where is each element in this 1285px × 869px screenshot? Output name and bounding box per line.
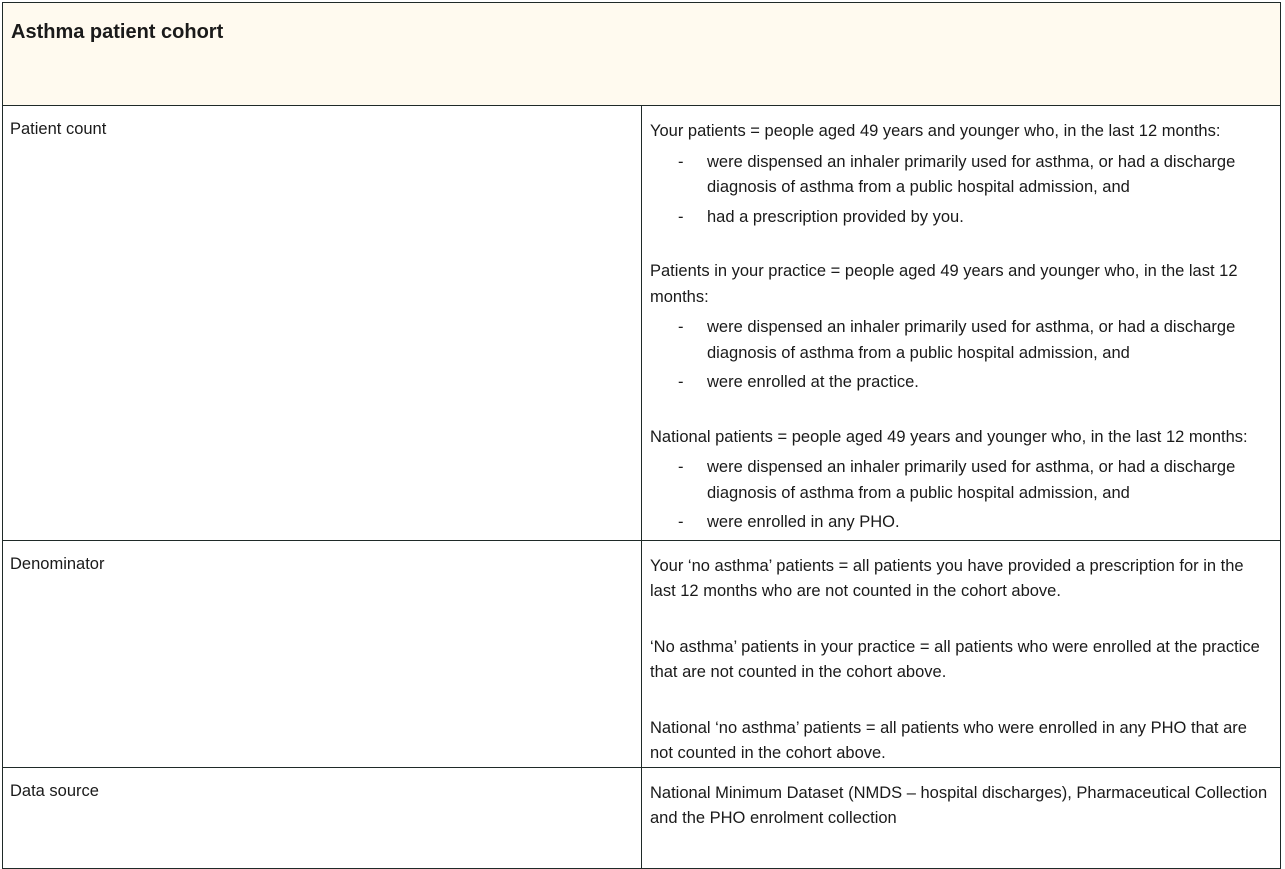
bullet-dash: - [678,152,684,171]
national-patients-bullets [650,455,1270,536]
table-row-data-source [3,767,1281,868]
your-patients-bullets [650,150,1270,231]
bullet-dash: - [678,318,684,336]
denominator-content [642,540,1281,767]
patient-count-content [642,106,1281,541]
denominator-paragraph: ‘No asthma’ patients in your practice = all patients who were enrolled at the practice that are not counted in the cohort above. [650,637,1260,681]
bullet-text: were dispensed an inhaler primarily used for asthma, or had a discharge diagnosis of asthma from a public hospital admission, and [707,458,1236,502]
practice-patients-block [650,259,1270,396]
asthma-cohort-table [2,2,1281,869]
list-item [650,370,1270,396]
list-item [650,315,1270,366]
practice-patients-intro: Patients in your practice = people aged 49 years and younger who, in the last 12 months: [650,262,1238,306]
bullet-dash: - [678,207,684,226]
table-row-denominator [3,540,1281,767]
list-item [650,510,1270,536]
your-patients-intro: Your patients = people aged 49 years and younger who, in the last 12 months: [650,122,1221,140]
bullet-text: were dispensed an inhaler primarily used for asthma, or had a discharge diagnosis of asthma from a public hospital admission, and [707,152,1236,196]
denominator-paragraph: Your ‘no asthma’ patients = all patients you have provided a prescription for in the last 12 months who are not counted in the cohort above. [650,556,1244,600]
bullet-dash: - [678,513,684,531]
row-label-denominator: Denominator [3,540,642,767]
table-title: Asthma patient cohort [3,3,1281,106]
bullet-text: were enrolled in any PHO. [707,513,900,531]
row-label-data-source: Data source [3,767,642,868]
denominator-paragraph: National ‘no asthma’ patients = all patients who were enrolled in any PHO that are not counted in the cohort above. [650,718,1247,762]
table-header-row [3,3,1281,106]
your-patients-block [650,119,1270,230]
practice-patients-bullets [650,315,1270,396]
national-patients-intro: National patients = people aged 49 years and younger who, in the last 12 months: [650,427,1248,446]
bullet-text: were enrolled at the practice. [707,373,919,391]
list-item [650,150,1270,201]
bullet-text: had a prescription provided by you. [707,207,964,226]
national-patients-block [650,425,1270,536]
bullet-text: were dispensed an inhaler primarily used for asthma, or had a discharge diagnosis of asthma from a public hospital admission, and [707,318,1236,362]
table-row-patient-count [3,106,1281,541]
list-item [650,205,1270,231]
row-label-patient-count: Patient count [3,106,642,541]
bullet-dash: - [678,373,684,391]
list-item [650,455,1270,506]
bullet-dash: - [678,458,684,476]
data-source-content: National Minimum Dataset (NMDS – hospital discharges), Pharmaceutical Collection and the PHO enrolment collection [642,767,1281,868]
